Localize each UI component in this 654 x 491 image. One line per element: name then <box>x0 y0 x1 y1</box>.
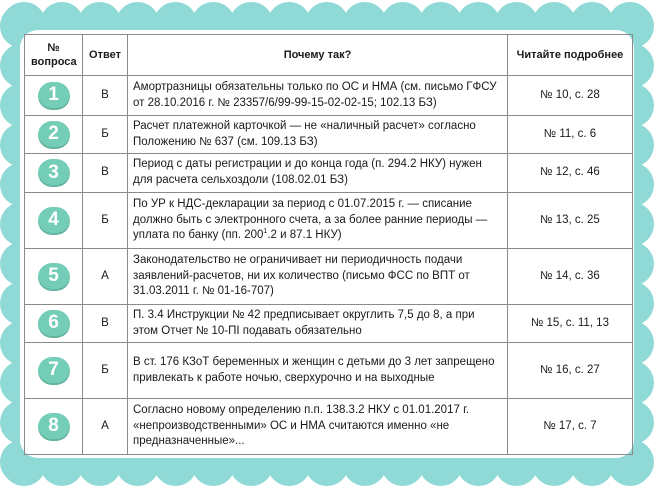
explanation-cell: Согласно новому определению п.п. 138.3.2 НКУ с 01.01.2017 г. «непроизводственными» ОС и НМА считаются именно «не предназначенные»... <box>128 399 508 455</box>
header-why: Почему так? <box>128 35 508 76</box>
question-number-badge: 5 <box>38 263 70 291</box>
answers-table-wrap <box>24 34 632 455</box>
answer-cell: А <box>83 249 128 305</box>
answer-cell: Б <box>83 193 128 249</box>
header-question-number: № вопроса <box>25 35 83 76</box>
table-row <box>25 116 633 154</box>
reference-cell: № 15, с. 11, 13 <box>508 305 633 343</box>
question-number-badge: 8 <box>38 413 70 441</box>
question-number-badge: 2 <box>38 121 70 149</box>
reference-cell: № 11, с. 6 <box>508 116 633 154</box>
answer-cell: Б <box>83 116 128 154</box>
question-number-badge: 4 <box>38 207 70 235</box>
table-row <box>25 399 633 455</box>
answer-cell: В <box>83 76 128 116</box>
reference-cell: № 16, с. 27 <box>508 343 633 399</box>
explanation-cell: Законодательство не ограничивает ни периодичность подачи заявлений-расчетов, ни их количество (письмо ФСС по ВПТ от 31.03.2011 г. № 01-16-707) <box>128 249 508 305</box>
table-row <box>25 154 633 193</box>
question-number-badge: 3 <box>38 159 70 187</box>
header-read-more: Читайте подробнее <box>508 35 633 76</box>
answer-cell: А <box>83 399 128 455</box>
answers-table <box>24 34 633 455</box>
table-row <box>25 249 633 305</box>
explanation-cell: П. 3.4 Инструкции № 42 предписывает округлить 7,5 до 8, а при этом Отчет № 10-ПІ подавать обязательно <box>128 305 508 343</box>
explanation-cell: Период с даты регистрации и до конца года (п. 294.2 НКУ) нужен для расчета сельхоздоли (108.02.01 БЗ) <box>128 154 508 193</box>
question-number-badge: 1 <box>38 82 70 110</box>
question-number-badge: 6 <box>38 310 70 338</box>
table-row <box>25 193 633 249</box>
reference-cell: № 10, с. 28 <box>508 76 633 116</box>
explanation-cell: Амортразницы обязательны только по ОС и НМА (см. письмо ГФСУ от 28.10.2016 г. № 23357/6/99-99-15-02-02-15; 102.13 БЗ) <box>128 76 508 116</box>
explanation-cell: Расчет платежной карточкой — не «наличный расчет» согласно Положению № 637 (см. 109.13 БЗ) <box>128 116 508 154</box>
table-header-row <box>25 35 633 76</box>
answer-cell: В <box>83 154 128 193</box>
reference-cell: № 14, с. 36 <box>508 249 633 305</box>
answer-cell: В <box>83 305 128 343</box>
header-answer: Ответ <box>83 35 128 76</box>
table-row <box>25 76 633 116</box>
table-row <box>25 343 633 399</box>
question-number-badge: 7 <box>38 357 70 385</box>
reference-cell: № 13, с. 25 <box>508 193 633 249</box>
reference-cell: № 12, с. 46 <box>508 154 633 193</box>
explanation-cell: По УР к НДС-декларации за период с 01.07.2015 г. — списание должно быть с электронного счета, а за более ранние периоды — уплата по банку (пп. $200^1.2$ и 87.1 НКУ) <box>128 193 508 249</box>
answer-cell: Б <box>83 343 128 399</box>
table-row <box>25 305 633 343</box>
explanation-cell: В ст. 176 КЗоТ беременных и женщин с детьми до 3 лет запрещено привлекать к работе ночью, сверхурочно и на выходные <box>128 343 508 399</box>
reference-cell: № 17, с. 7 <box>508 399 633 455</box>
